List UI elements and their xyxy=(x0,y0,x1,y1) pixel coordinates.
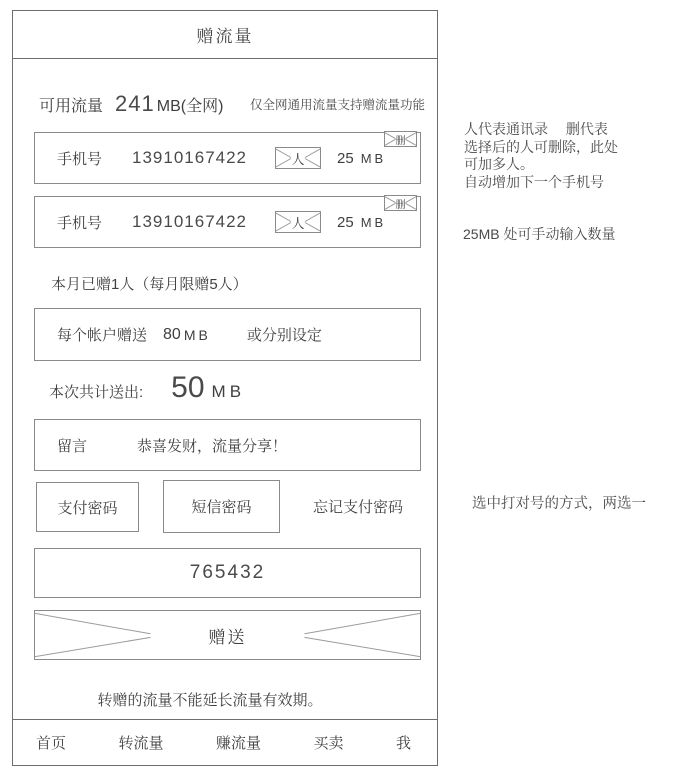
annotation-amount-input: 25MB 处可手动输入数量 xyxy=(463,226,616,242)
annotation-recipient-controls xyxy=(464,121,618,191)
contact-picker-label: 人 xyxy=(291,215,305,231)
gift-amount-unit: MB xyxy=(360,214,387,230)
password-code-value: 765432 xyxy=(189,562,266,583)
message-row xyxy=(34,419,421,471)
total-label: 本次共计送出: xyxy=(49,384,144,401)
total-unit: MB xyxy=(211,382,246,401)
nav-item-transfer-data[interactable]: 转流量 xyxy=(118,735,164,752)
available-data-amount: 241 xyxy=(115,91,155,116)
bottom-nav xyxy=(13,719,437,765)
send-gift-label: 赠送 xyxy=(208,627,247,647)
set-individually-option[interactable]: 或分别设定 xyxy=(246,327,322,344)
gift-amount-input[interactable]: 25 xyxy=(337,213,354,231)
contact-picker-button[interactable] xyxy=(275,147,321,169)
wireframe-lines-icon xyxy=(385,132,416,146)
nav-item-home[interactable]: 首页 xyxy=(36,735,67,752)
send-gift-button[interactable] xyxy=(34,610,421,660)
delete-recipient-label: 删 xyxy=(395,199,406,211)
contact-picker-button[interactable] xyxy=(275,211,321,233)
phone-number-input[interactable]: 13910167422 xyxy=(132,148,248,167)
validity-note: 转赠的流量不能延长流量有效期。 xyxy=(97,692,323,709)
total-amount: 50 xyxy=(171,371,205,404)
phone-field-label: 手机号 xyxy=(57,150,103,168)
phone-number-input[interactable]: 13910167422 xyxy=(132,212,248,231)
gift-amount-input[interactable]: 25 xyxy=(337,149,354,167)
available-data-unit: MB(全网) xyxy=(156,97,224,115)
pay-password-button[interactable] xyxy=(36,482,139,532)
title-bar xyxy=(13,11,437,59)
phone-field-label: 手机号 xyxy=(57,214,103,232)
nav-item-earn-data[interactable]: 赚流量 xyxy=(215,735,261,752)
message-label: 留言 xyxy=(57,437,88,455)
gift-amount-unit: MB xyxy=(360,150,387,166)
wireframe-lines-icon xyxy=(276,212,320,232)
annotation-line: 自动增加下一个手机号 xyxy=(464,173,604,190)
contact-picker-label: 人 xyxy=(291,151,305,167)
annotation-line: 可加多人。 xyxy=(464,156,534,172)
delete-recipient-button[interactable] xyxy=(384,131,417,147)
per-account-row xyxy=(34,308,421,361)
forgot-password-link[interactable] xyxy=(313,480,403,533)
annotation-password-choice: 选中打对号的方式，两选一 xyxy=(472,496,646,512)
per-account-unit: MB xyxy=(183,326,211,343)
forgot-password-label: 忘记支付密码 xyxy=(313,499,404,516)
nav-item-buy-sell[interactable]: 买卖 xyxy=(313,735,344,752)
total-row xyxy=(49,371,245,405)
per-account-label: 每个帐户赠送 xyxy=(57,327,148,344)
available-data-note: 仅全网通用流量支持赠流量功能 xyxy=(249,98,425,112)
recipient-row xyxy=(34,132,421,184)
wireframe-lines-icon xyxy=(385,196,416,210)
page-title: 赠流量 xyxy=(196,27,254,46)
delete-recipient-button[interactable] xyxy=(384,195,417,211)
recipient-row xyxy=(34,196,421,248)
message-input[interactable]: 恭喜发财，流量分享！ xyxy=(137,437,288,455)
wireframe-lines-icon xyxy=(276,148,320,168)
monthly-limit-note: 本月已赠1人（每月限赠5人） xyxy=(51,276,248,293)
nav-item-me[interactable]: 我 xyxy=(395,735,411,752)
sms-password-label: 短信密码 xyxy=(191,499,252,516)
per-account-amount-input[interactable]: 80 xyxy=(163,325,181,343)
available-data-label: 可用流量 xyxy=(39,97,104,115)
annotation-line: 人代表通讯录 删代表 xyxy=(464,121,608,137)
password-code-input[interactable] xyxy=(34,548,421,598)
available-data-row xyxy=(39,89,425,119)
annotation-line: 选择后的人可删除，此处 xyxy=(464,138,618,155)
sms-password-button[interactable] xyxy=(163,480,280,533)
pay-password-label: 支付密码 xyxy=(57,499,118,517)
phone-frame xyxy=(12,10,438,766)
delete-recipient-label: 删 xyxy=(395,135,406,147)
